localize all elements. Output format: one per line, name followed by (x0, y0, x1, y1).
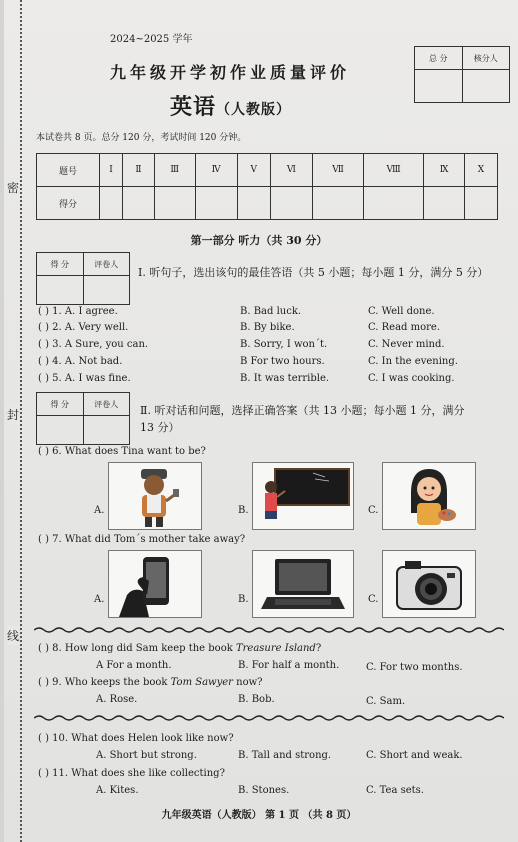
option-1b[interactable]: B. Bad luck. (240, 306, 302, 317)
score-cell[interactable] (270, 187, 312, 220)
grid-col: Ⅱ (122, 154, 154, 187)
option-8c[interactable]: C. For two months. (366, 662, 463, 673)
part2-score-cell[interactable] (37, 416, 84, 445)
grid-col: Ⅹ (465, 154, 498, 187)
subject-name: 英语 (170, 94, 217, 120)
option-8a[interactable]: A For a month. (96, 660, 172, 671)
total-score-box (414, 46, 510, 103)
page-footer: 九年级英语（人教版） 第 1 页 （共 8 页） (161, 810, 357, 821)
part2-heading-line1: Ⅱ. 听对话和问题，选择正确答案（共 13 小题；每小题 1 分，满分 (140, 404, 465, 417)
option-7c-image[interactable] (382, 550, 476, 618)
part1-score-box (36, 252, 130, 305)
option-1c[interactable]: C. Well done. (368, 306, 435, 317)
q9-stem: ( ) 9. Who keeps the book (38, 677, 171, 688)
score-row-label: 得分 (37, 187, 100, 220)
option-5b[interactable]: B. It was terrible. (240, 373, 330, 384)
section-title: 第一部分 听力（共 30 分） (190, 234, 328, 247)
option-7a-label[interactable]: A. (94, 594, 105, 605)
option-11b[interactable]: B. Stones. (238, 785, 290, 796)
score-cell[interactable] (424, 187, 465, 220)
q8-book-title: Treasure Island (235, 643, 316, 654)
question-11[interactable]: ( ) 11. What does she like collecting? (38, 768, 225, 779)
q9-stem-end: now? (232, 677, 263, 688)
question-2[interactable]: ( ) 2. A. Very well. (38, 322, 129, 333)
option-7b-label[interactable]: B. (238, 594, 249, 605)
question-5[interactable]: ( ) 5. A. I was fine. (38, 373, 131, 384)
option-10b[interactable]: B. Tall and strong. (238, 750, 332, 761)
part2-score-box (36, 392, 130, 445)
part2-heading-line2: 13 分） (140, 421, 180, 434)
option-8b[interactable]: B. For half a month. (238, 660, 340, 671)
score-cell[interactable] (122, 187, 154, 220)
teacher-icon (109, 463, 201, 529)
question-4[interactable]: ( ) 4. A. Not bad. (38, 356, 123, 367)
option-3c[interactable]: C. Never mind. (368, 339, 445, 350)
score-cell[interactable] (100, 187, 123, 220)
question-8[interactable] (38, 643, 321, 654)
score-cell[interactable] (237, 187, 270, 220)
option-6b-image[interactable] (252, 462, 354, 530)
option-6c-label[interactable]: C. (368, 505, 379, 516)
score-cell[interactable] (154, 187, 195, 220)
part2-reviewer-cell[interactable] (83, 416, 130, 445)
option-6a-label[interactable]: A. (94, 505, 105, 516)
grid-col: Ⅴ (237, 154, 270, 187)
q8-stem: ( ) 8. How long did Sam keep the book (38, 643, 236, 654)
grid-col: Ⅲ (154, 154, 195, 187)
option-6a-image[interactable] (108, 462, 202, 530)
option-7c-label[interactable]: C. (368, 594, 379, 605)
girl-painter-icon (383, 463, 475, 529)
wavy-divider-2 (34, 714, 504, 722)
reviewer-label: 评卷人 (83, 393, 130, 416)
checker-cell[interactable] (462, 70, 510, 103)
binding-mark-mi: 密 (7, 178, 19, 197)
option-11c[interactable]: C. Tea sets. (366, 785, 424, 796)
binding-mark-feng: 封 (7, 405, 19, 424)
option-4c[interactable]: C. In the evening. (368, 356, 458, 367)
question-6[interactable]: ( ) 6. What does Tina want to be? (38, 446, 206, 457)
option-11a[interactable]: A. Kites. (96, 785, 139, 796)
option-9c[interactable]: C. Sam. (366, 696, 406, 707)
score-cell[interactable] (312, 187, 363, 220)
reviewer-label: 评卷人 (83, 253, 130, 276)
option-9b[interactable]: B. Bob. (238, 694, 275, 705)
part1-reviewer-cell[interactable] (83, 276, 130, 305)
option-9a[interactable]: A. Rose. (96, 694, 138, 705)
option-2c[interactable]: C. Read more. (368, 322, 441, 333)
score-label: 得 分 (37, 253, 84, 276)
part1-heading: Ⅰ. 听句子，选出该句的最佳答语（共 5 小题；每小题 1 分，满分 5 分） (138, 266, 489, 279)
wavy-divider-1 (34, 626, 504, 634)
grid-col: Ⅸ (424, 154, 465, 187)
laptop-icon (253, 551, 353, 617)
option-10c[interactable]: C. Short and weak. (366, 750, 463, 761)
score-cell[interactable] (195, 187, 237, 220)
grid-col: Ⅷ (364, 154, 424, 187)
grid-col: Ⅳ (195, 154, 237, 187)
binding-mark-xian: 线 (7, 626, 19, 645)
option-7b-image[interactable] (252, 550, 354, 618)
grid-col: Ⅶ (312, 154, 363, 187)
score-cell[interactable] (364, 187, 424, 220)
score-label: 得 分 (37, 393, 84, 416)
binding-line (20, 0, 22, 842)
option-4b[interactable]: B For two hours. (240, 356, 325, 367)
score-grid (36, 153, 498, 220)
question-7[interactable]: ( ) 7. What did Tom´s mother take away? (38, 534, 246, 545)
grid-col: I (100, 154, 123, 187)
option-10a[interactable]: A. Short but strong. (96, 750, 197, 761)
score-cell[interactable] (465, 187, 498, 220)
student-at-blackboard-icon (253, 463, 353, 529)
checker-label: 核分人 (462, 47, 510, 70)
question-number-label: 题号 (37, 154, 100, 187)
total-score-cell[interactable] (415, 70, 463, 103)
option-2b[interactable]: B. By bike. (240, 322, 295, 333)
q8-stem-end: ? (315, 643, 322, 654)
question-10[interactable]: ( ) 10. What does Helen look like now? (38, 733, 234, 744)
option-7a-image[interactable] (108, 550, 202, 618)
exam-title: 九年级开学初作业质量评价 (110, 63, 351, 82)
option-6b-label[interactable]: B. (238, 505, 249, 516)
school-year: 2024~2025 学年 (110, 34, 193, 45)
option-6c-image[interactable] (382, 462, 476, 530)
page-edge (0, 0, 4, 842)
subject-title (170, 90, 291, 121)
camera-icon (383, 551, 475, 617)
exam-instructions: 本试卷共 8 页。总分 120 分，考试时间 120 分钟。 (36, 133, 247, 143)
grid-col: Ⅵ (270, 154, 312, 187)
q9-book-title: Tom Sawyer (170, 677, 233, 688)
total-score-label: 总 分 (415, 47, 463, 70)
question-3[interactable]: ( ) 3. A Sure, you can. (38, 339, 149, 350)
question-1[interactable]: ( ) 1. A. I agree. (38, 306, 118, 317)
part1-score-cell[interactable] (37, 276, 84, 305)
question-9[interactable] (38, 677, 263, 688)
edition-label: （人教版） (216, 102, 292, 118)
phone-icon (109, 551, 201, 617)
option-3b[interactable]: B. Sorry, I won´t. (240, 339, 328, 350)
option-5c[interactable]: C. I was cooking. (368, 373, 455, 384)
